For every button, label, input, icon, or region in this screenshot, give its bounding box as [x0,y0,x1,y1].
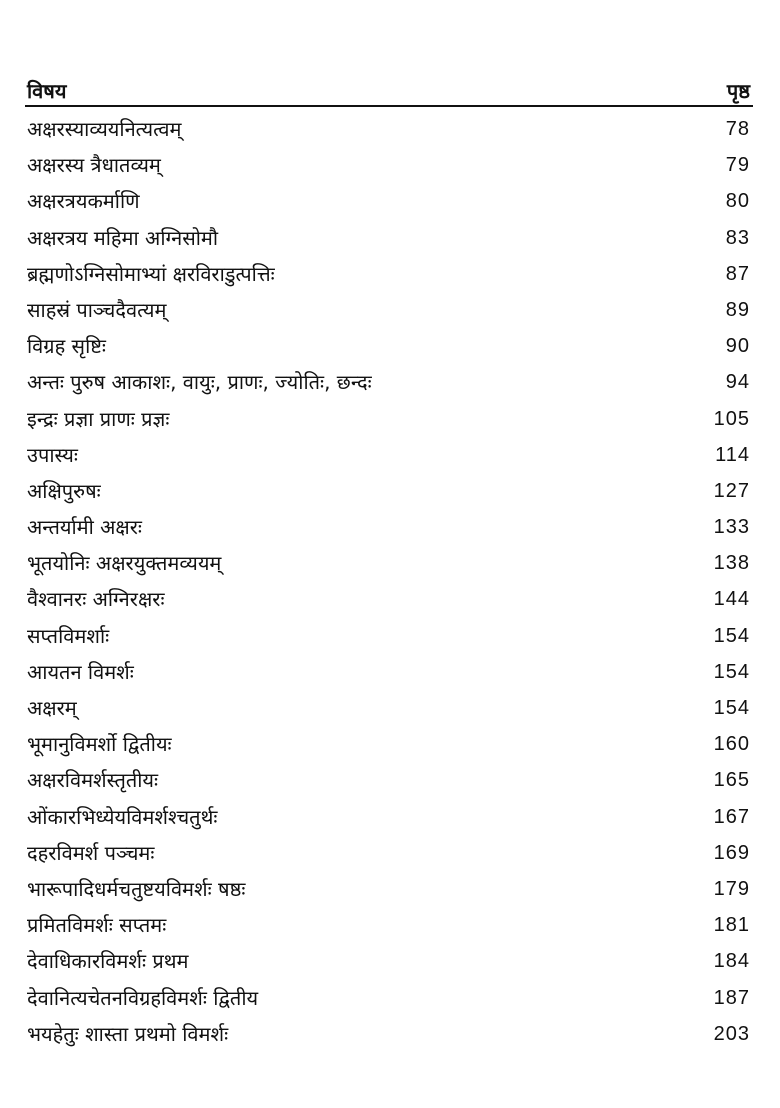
page-column-heading: पृष्ठ [726,79,750,103]
entry-title: अन्तः पुरुष आकाशः, वायुः, प्राणः, ज्योतिः, छन्दः [27,370,372,395]
entry-title: ओंकारभिध्येयविमर्शश्चतुर्थः [27,804,218,829]
toc-entry [27,185,750,221]
entry-page-number: 138 [713,552,750,575]
toc-entry [27,475,750,511]
entry-title: आयतन विमर्शः [27,659,134,684]
entry-title: उपास्यः [27,442,78,467]
toc-entry [27,945,750,981]
entry-title: भयहेतुः शास्ता प्रथमो विमर्शः [27,1021,229,1046]
entry-page-number: 154 [713,660,750,683]
entry-title: साहस्रं पाञ्चदैवत्यम् [27,297,167,322]
entry-page-number: 127 [713,479,750,502]
toc-entry [27,511,750,547]
toc-entry [27,330,750,366]
subject-column-heading: विषय [27,79,67,103]
toc-entry [27,801,750,837]
entry-title: प्रमितविमर्शः सप्तमः [27,913,167,938]
toc-entry [27,873,750,909]
entry-page-number: 87 [725,262,750,285]
entry-page-number: 79 [725,154,750,177]
toc-entry [27,294,750,330]
entry-title: देवाधिकारविमर्शः प्रथम [27,949,189,974]
entry-title: देवानित्यचेतनविग्रहविमर्शः द्वितीय [27,985,259,1010]
entry-page-number: 165 [713,769,750,792]
entry-page-number: 78 [725,118,750,140]
entry-page-number: 83 [725,226,750,249]
entry-title: अक्षरस्याव्ययनित्यत्वम् [27,117,182,141]
entry-title: अक्षरविमर्शस्तृतीयः [27,768,159,793]
toc-entry [27,656,750,692]
toc-entry [27,728,750,764]
entry-page-number: 167 [713,805,750,828]
entry-title: विग्रह सृष्टिः [27,334,106,359]
entry-title: सप्तविमर्शाः [27,623,110,648]
toc-entry [27,1018,750,1054]
entry-page-number: 154 [713,697,750,719]
entry-title: दहरविमर्श पञ्चमः [27,840,155,865]
entry-title: अन्तर्यामी अक्षरः [27,515,142,540]
toc-entry [27,366,750,402]
entry-page-number: 203 [713,1022,750,1045]
toc-list [27,113,750,1054]
entry-page-number: 89 [725,298,750,321]
entry-page-number: 80 [725,190,750,213]
entry-title: इन्द्रः प्रज्ञा प्राणः प्रज्ञः [27,406,170,431]
toc-entry [27,222,750,258]
header-divider [25,105,753,107]
entry-page-number: 187 [713,986,750,1009]
entry-page-number: 184 [713,950,750,973]
entry-title: अक्षरस्य त्रैधातव्यम् [27,153,161,178]
entry-page-number: 144 [713,588,750,611]
entry-title: वैश्वानरः अग्निरक्षरः [27,587,165,612]
toc-entry [27,982,750,1018]
entry-page-number: 169 [713,841,750,864]
entry-page-number: 105 [713,407,750,430]
entry-title: अक्षरम् [27,696,77,720]
entry-page-number: 160 [713,733,750,756]
entry-title: भूमानुविमर्शो द्वितीयः [27,732,172,757]
entry-page-number: 179 [713,877,750,900]
entry-page-number: 154 [713,624,750,647]
toc-entry [27,620,750,656]
toc-entry [27,403,750,439]
entry-page-number: 181 [713,914,750,937]
toc-entry [27,439,750,475]
toc-header [27,78,750,104]
entry-page-number: 94 [725,371,750,394]
toc-entry [27,583,750,619]
entry-title: ब्रह्मणोऽग्निसोमाभ्यां क्षरविराडुत्पत्तिः [27,261,275,286]
entry-title: अक्षरत्रयकर्माणि [27,189,140,214]
toc-entry [27,764,750,800]
toc-entry [27,149,750,185]
entry-page-number: 133 [713,516,750,539]
entry-title: भारूपादिधर्मचतुष्टयविमर्शः षष्ठः [27,876,246,901]
toc-entry [27,692,750,728]
entry-title: अक्षिपुरुषः [27,478,101,503]
entry-title: अक्षरत्रय महिमा अग्निसोमौ [27,225,219,250]
toc-entry [27,113,750,149]
toc-entry [27,837,750,873]
entry-page-number: 114 [715,443,750,466]
toc-entry [27,547,750,583]
entry-page-number: 90 [725,335,750,358]
toc-entry [27,258,750,294]
toc-entry [27,909,750,945]
entry-title: भूतयोनिः अक्षरयुक्तमव्ययम् [27,551,222,576]
